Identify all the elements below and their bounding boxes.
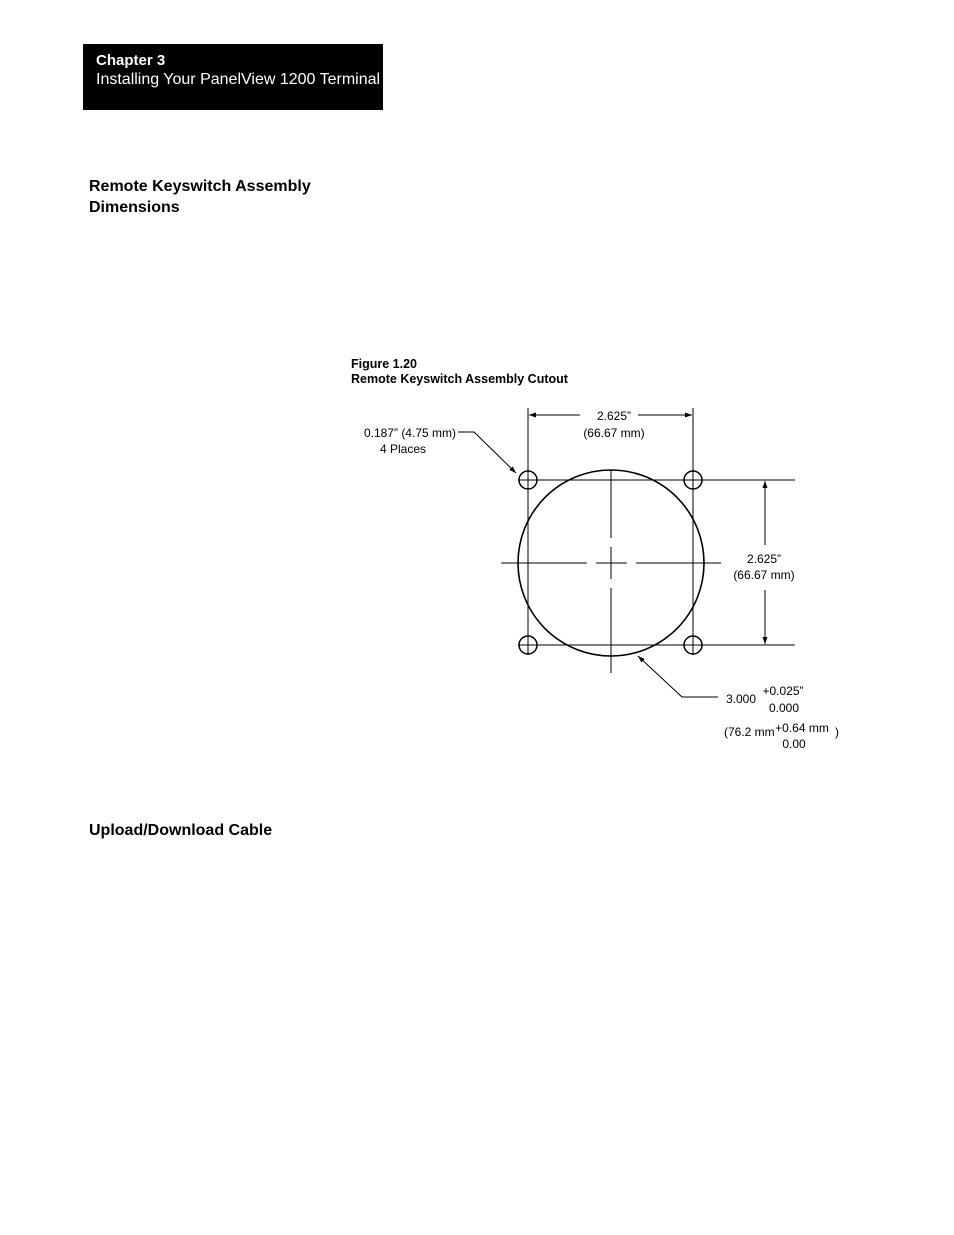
- figure-title: Remote Keyswitch Assembly Cutout: [351, 372, 568, 386]
- chapter-title: Installing Your PanelView 1200 Terminal: [96, 71, 381, 88]
- figure-number: Figure 1.20: [351, 357, 417, 371]
- hole-label-line2: 4 Places: [379, 442, 427, 456]
- diameter-mm-tolerance-minus: 0.00: [782, 737, 806, 751]
- diameter-tolerance-minus: 0.000: [768, 701, 800, 715]
- right-dim-label-line1: 2.625”: [746, 552, 782, 566]
- diameter-leader: [638, 656, 718, 697]
- section-heading-line2: Dimensions: [89, 199, 180, 216]
- top-dim-label-line1: 2.625”: [596, 409, 632, 423]
- section-heading-line1: Upload/Download Cable: [89, 822, 273, 839]
- diameter-value: 3.000: [726, 692, 757, 706]
- section-heading-line1: Remote Keyswitch Assembly: [89, 178, 311, 195]
- hole-label-line1: 0.187” (4.75 mm): [363, 426, 456, 440]
- diameter-tolerance-plus: +0.025”: [762, 684, 804, 698]
- hole-leader: [458, 432, 516, 473]
- diameter-mm-tolerance-plus: +0.64 mm: [775, 721, 829, 735]
- top-dim-label-line2: (66.67 mm): [583, 426, 645, 440]
- chapter-number: Chapter 3: [96, 52, 166, 69]
- diameter-mm-open: (76.2 mm: [724, 725, 775, 739]
- section-heading-cable: [89, 820, 272, 841]
- diameter-mm-close: ): [835, 725, 839, 739]
- right-dim-label-line2: (66.67 mm): [733, 568, 795, 582]
